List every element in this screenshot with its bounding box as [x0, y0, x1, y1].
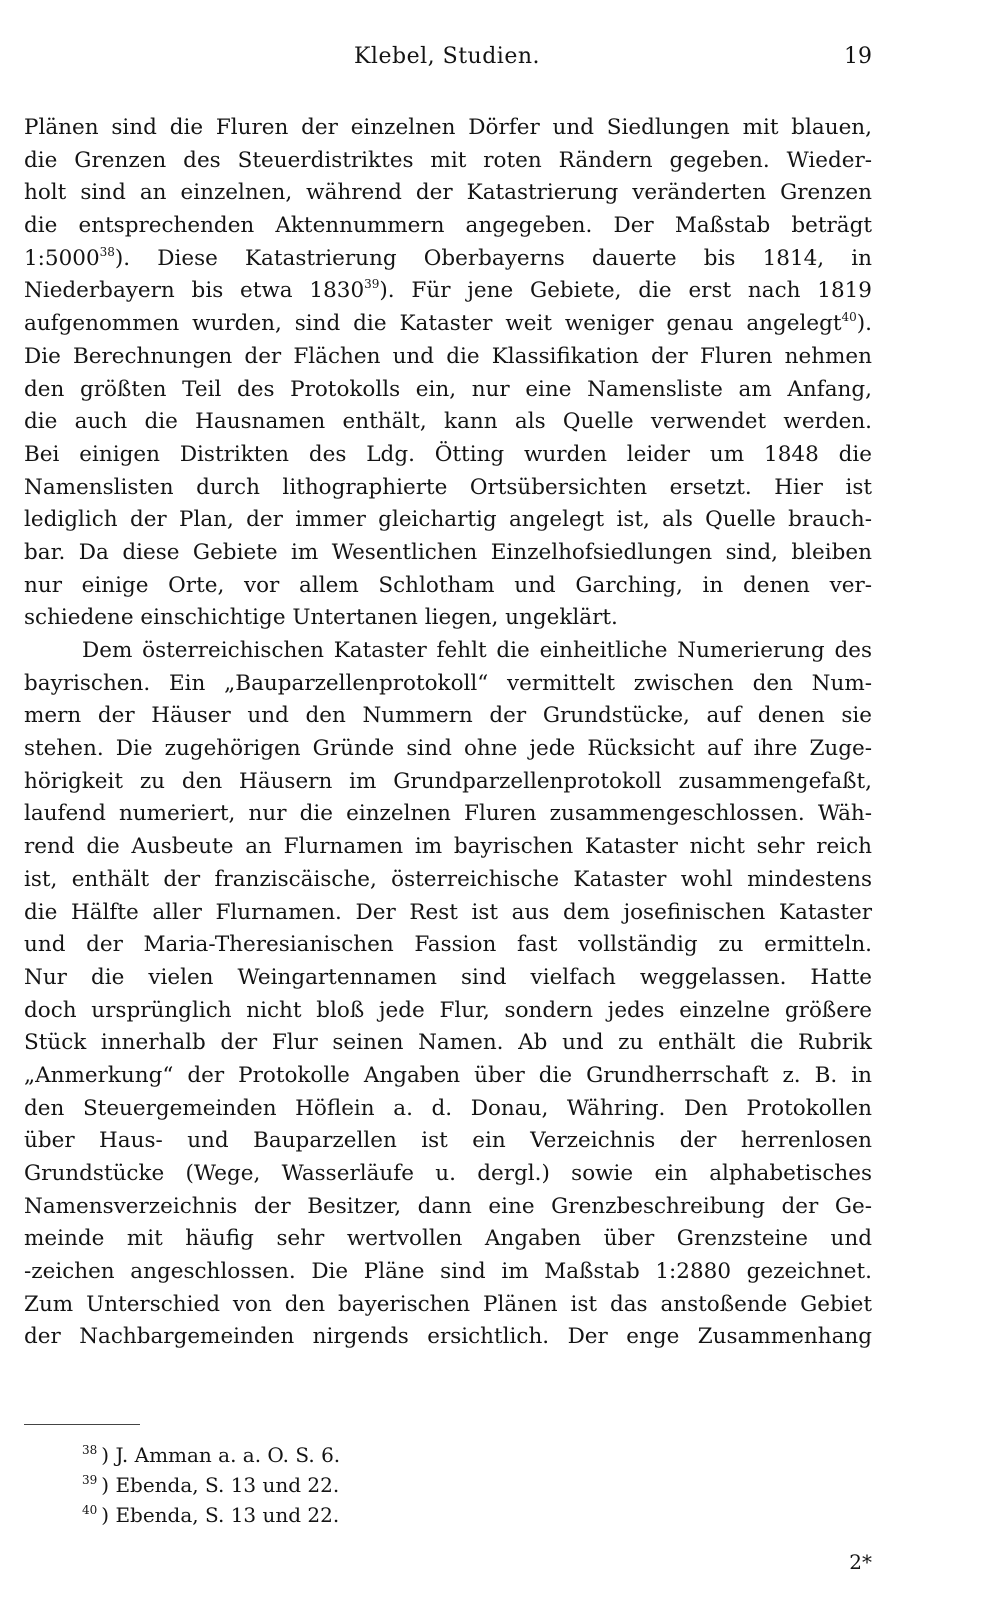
- text-line: doch ursprünglich nicht bloß jede Flur, sondern jedes einzelne größere: [24, 997, 872, 1023]
- text-line: Namenslisten durch lithographierte Ortsübersichten ersetzt. Hier ist: [24, 474, 872, 500]
- text-line: -zeichen angeschlossen. Die Pläne sind im Maßstab 1:2880 gezeichnet.: [24, 1259, 872, 1285]
- text-line: Plänen sind die Fluren der einzelnen Dörfer und Siedlungen mit blauen,: [24, 115, 872, 140]
- footnote-ref: 40: [841, 310, 857, 325]
- text-line: der Nachbargemeinden nirgends ersichtlich. Der enge Zusammenhang: [24, 1324, 872, 1350]
- text-line: Die Berechnungen der Flächen und die Klassifikation der Fluren nehmen: [24, 343, 872, 369]
- printer-signature: 2*: [849, 1550, 872, 1574]
- running-title: Klebel, Studien.: [354, 44, 540, 69]
- text-line: die Grenzen des Steuerdistriktes mit roten Rändern gegeben. Wieder-: [24, 147, 872, 173]
- text-line: Nur die vielen Weingartennamen sind vielfach weggelassen. Hatte: [24, 964, 872, 990]
- footnote: $^{40}$ ) Ebenda, S. 13 und 22.: [82, 1503, 340, 1527]
- text-line: Stück innerhalb der Flur seinen Namen. Ab und zu enthält die Rubrik: [24, 1030, 872, 1056]
- footnote-ref: 38: [99, 244, 115, 259]
- text-line: Grundstücke (Wege, Wasserläufe u. dergl.) sowie ein alphabetisches: [24, 1161, 872, 1186]
- text-line: die auch die Hausnamen enthält, kann als Quelle verwendet werden.: [24, 409, 872, 435]
- page-header: [24, 44, 872, 74]
- text-line: laufend numeriert, nur die einzelnen Fluren zusammengeschlossen. Wäh-: [24, 801, 872, 827]
- text-line: „Anmerkung“ der Protokolle Angaben über die Grundherrschaft z. B. in: [24, 1062, 872, 1088]
- text-line: Niederbayern bis etwa 1830$^{39}$). Für jene Gebiete, die erst nach 1819: [24, 277, 872, 304]
- page-number: 19: [844, 44, 872, 69]
- footnote-number: 40: [82, 1503, 98, 1517]
- footnote-number: 38: [82, 1443, 98, 1457]
- text-line: Bei einigen Distrikten des Ldg. Ötting wurden leider um 1848 die: [24, 441, 872, 467]
- text-line: Namensverzeichnis der Besitzer, dann eine Grenzbeschreibung der Ge-: [24, 1193, 872, 1219]
- footnote: $^{38}$ ) J. Amman a. a. O. S. 6.: [82, 1443, 341, 1467]
- text-line: mern der Häuser und den Nummern der Grundstücke, auf denen sie: [24, 703, 872, 729]
- text-line: bayrischen. Ein „Bauparzellenprotokoll“ vermittelt zwischen den Num-: [24, 670, 872, 696]
- text-line: bar. Da diese Gebiete im Wesentlichen Einzelhofsiedlungen sind, bleiben: [24, 539, 872, 565]
- text-line: den größten Teil des Protokolls ein, nur eine Namensliste am Anfang,: [24, 376, 872, 402]
- text-line: rend die Ausbeute an Flurnamen im bayrischen Kataster nicht sehr reich: [24, 834, 872, 860]
- text-line: den Steuergemeinden Höflein a. d. Donau, Währing. Den Protokollen: [24, 1095, 872, 1121]
- text-line: stehen. Die zugehörigen Gründe sind ohne jede Rücksicht auf ihre Zuge-: [24, 736, 872, 762]
- text-line: 1:5000$^{38}$). Diese Katastrierung Oberbayerns dauerte bis 1814, in: [24, 244, 872, 271]
- footnote: $^{39}$ ) Ebenda, S. 13 und 22.: [82, 1473, 340, 1497]
- footnotes: [82, 1440, 682, 1530]
- text-line: die Hälfte aller Flurnamen. Der Rest ist aus dem josefinischen Kataster: [24, 899, 872, 925]
- text-line: nur einige Orte, vor allem Schlotham und Garching, in denen ver-: [24, 572, 872, 598]
- text-line: ist, enthält der franziscäische, österreichische Kataster wohl mindestens: [24, 866, 872, 892]
- text-line: aufgenommen wurden, sind die Kataster weit weniger genau angelegt$^{40}$).: [24, 310, 872, 337]
- text-line: über Haus- und Bauparzellen ist ein Verzeichnis der herrenlosen: [24, 1128, 872, 1154]
- text-line: schiedene einschichtige Untertanen liegen, ungeklärt.: [24, 605, 618, 631]
- body-text: [24, 112, 872, 1354]
- text-line: hörigkeit zu den Häusern im Grundparzellenprotokoll zusammengefaßt,: [24, 768, 872, 794]
- text-line: holt sind an einzelnen, während der Katastrierung veränderten Grenzen: [24, 180, 872, 206]
- text-line: und der Maria-Theresianischen Fassion fast vollständig zu ermitteln.: [24, 932, 872, 958]
- footnote-divider: [24, 1424, 140, 1425]
- footnote-ref: 39: [364, 277, 380, 292]
- text-line: meinde mit häufig sehr wertvollen Angaben über Grenzsteine und: [24, 1226, 872, 1252]
- text-line: Dem österreichischen Kataster fehlt die einheitliche Numerierung des: [82, 638, 872, 663]
- text-line: Zum Unterschied von den bayerischen Plänen ist das anstoßende Gebiet: [24, 1291, 872, 1317]
- text-line: die entsprechenden Aktennummern angegeben. Der Maßstab beträgt: [24, 213, 872, 239]
- footnote-number: 39: [82, 1473, 98, 1487]
- text-line: lediglich der Plan, der immer gleichartig angelegt ist, als Quelle brauch-: [24, 507, 872, 533]
